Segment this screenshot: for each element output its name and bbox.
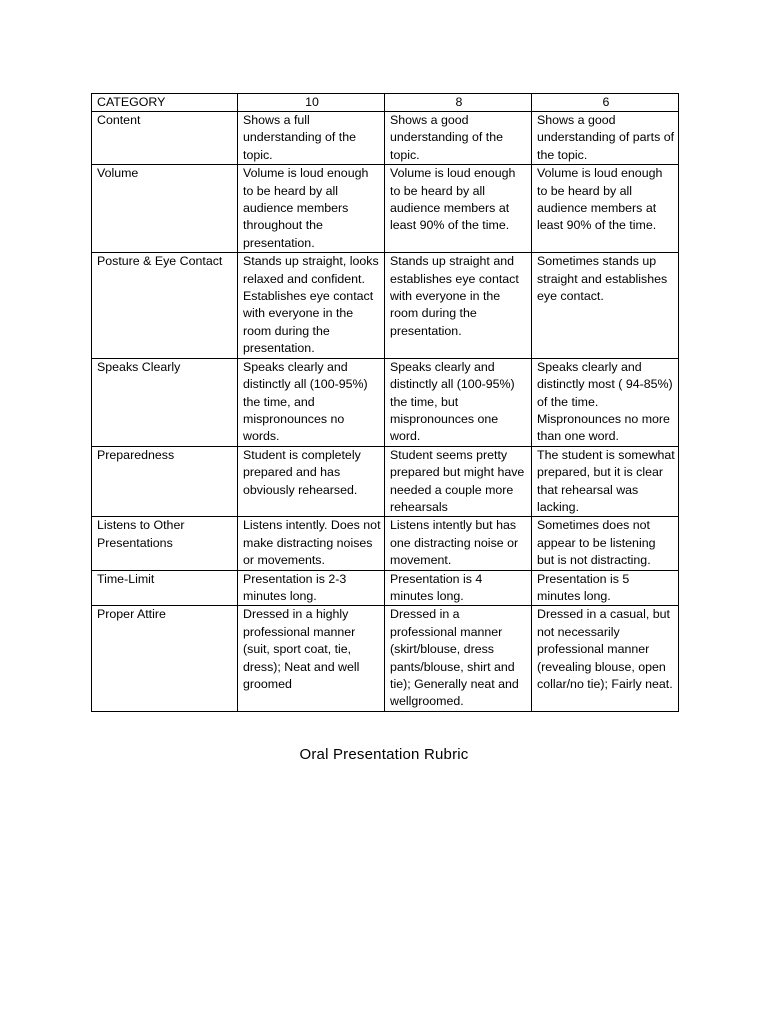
cell-score-10: Presentation is 2-3 minutes long. (238, 570, 385, 606)
header-score-10: 10 (238, 94, 385, 112)
row-category-label: Listens to Other Presentations (92, 517, 238, 570)
header-score-8: 8 (385, 94, 532, 112)
header-category: CATEGORY (92, 94, 238, 112)
rubric-row-content (92, 112, 679, 165)
rubric-row-listens (92, 517, 679, 570)
cell-score-10: Dressed in a highly professional manner (suit, sport coat, tie, dress); Neat and well groomed (238, 606, 385, 711)
row-category-label: Time-Limit (92, 570, 238, 606)
rubric-row-preparedness (92, 446, 679, 517)
cell-score-6: Shows a good understanding of parts of the topic. (532, 112, 679, 165)
row-category-label: Content (92, 112, 238, 165)
rubric-row-proper-attire (92, 606, 679, 711)
cell-score-10: Listens intently. Does not make distracting noises or movements. (238, 517, 385, 570)
rubric-row-time-limit (92, 570, 679, 606)
row-category-label: Preparedness (92, 446, 238, 517)
cell-score-6: Sometimes stands up straight and establishes eye contact. (532, 253, 679, 358)
cell-score-6: The student is somewhat prepared, but it is clear that rehearsal was lacking. (532, 446, 679, 517)
cell-score-8: Listens intently but has one distracting noise or movement. (385, 517, 532, 570)
header-score-6: 6 (532, 94, 679, 112)
cell-score-10: Student is completely prepared and has obviously rehearsed. (238, 446, 385, 517)
cell-score-8: Speaks clearly and distinctly all (100-95%) the time, but mispronounces one word. (385, 358, 532, 446)
cell-score-6: Volume is loud enough to be heard by all audience members at least 90% of the time. (532, 165, 679, 253)
cell-score-10: Speaks clearly and distinctly all (100-95%) the time, and mispronounces no words. (238, 358, 385, 446)
cell-score-8: Student seems pretty prepared but might have needed a couple more rehearsals (385, 446, 532, 517)
cell-score-8: Volume is loud enough to be heard by all audience members at least 90% of the time. (385, 165, 532, 253)
cell-score-8: Shows a good understanding of the topic. (385, 112, 532, 165)
cell-score-8: Stands up straight and establishes eye contact with everyone in the room during the presentation. (385, 253, 532, 358)
cell-score-10: Stands up straight, looks relaxed and confident. Establishes eye contact with everyone in the room during the presentation. (238, 253, 385, 358)
cell-score-10: Volume is loud enough to be heard by all audience members throughout the presentation. (238, 165, 385, 253)
row-category-label: Proper Attire (92, 606, 238, 711)
rubric-header-row (92, 94, 679, 112)
row-category-label: Posture & Eye Contact (92, 253, 238, 358)
rubric-row-posture (92, 253, 679, 358)
row-category-label: Speaks Clearly (92, 358, 238, 446)
cell-score-6: Speaks clearly and distinctly most ( 94-85%) of the time. Mispronounces no more than one word. (532, 358, 679, 446)
rubric-row-speaks-clearly (92, 358, 679, 446)
rubric-row-volume (92, 165, 679, 253)
cell-score-6: Presentation is 5 minutes long. (532, 570, 679, 606)
cell-score-8: Presentation is 4 minutes long. (385, 570, 532, 606)
cell-score-10: Shows a full understanding of the topic. (238, 112, 385, 165)
cell-score-8: Dressed in a professional manner (skirt/blouse, dress pants/blouse, shirt and tie); Generally neat and wellgroomed. (385, 606, 532, 711)
rubric-table (91, 93, 679, 712)
table-caption: Oral Presentation Rubric (299, 746, 469, 763)
row-category-label: Volume (92, 165, 238, 253)
cell-score-6: Sometimes does not appear to be listening but is not distracting. (532, 517, 679, 570)
cell-score-6: Dressed in a casual, but not necessarily professional manner (revealing blouse, open collar/no tie); Fairly neat. (532, 606, 679, 711)
